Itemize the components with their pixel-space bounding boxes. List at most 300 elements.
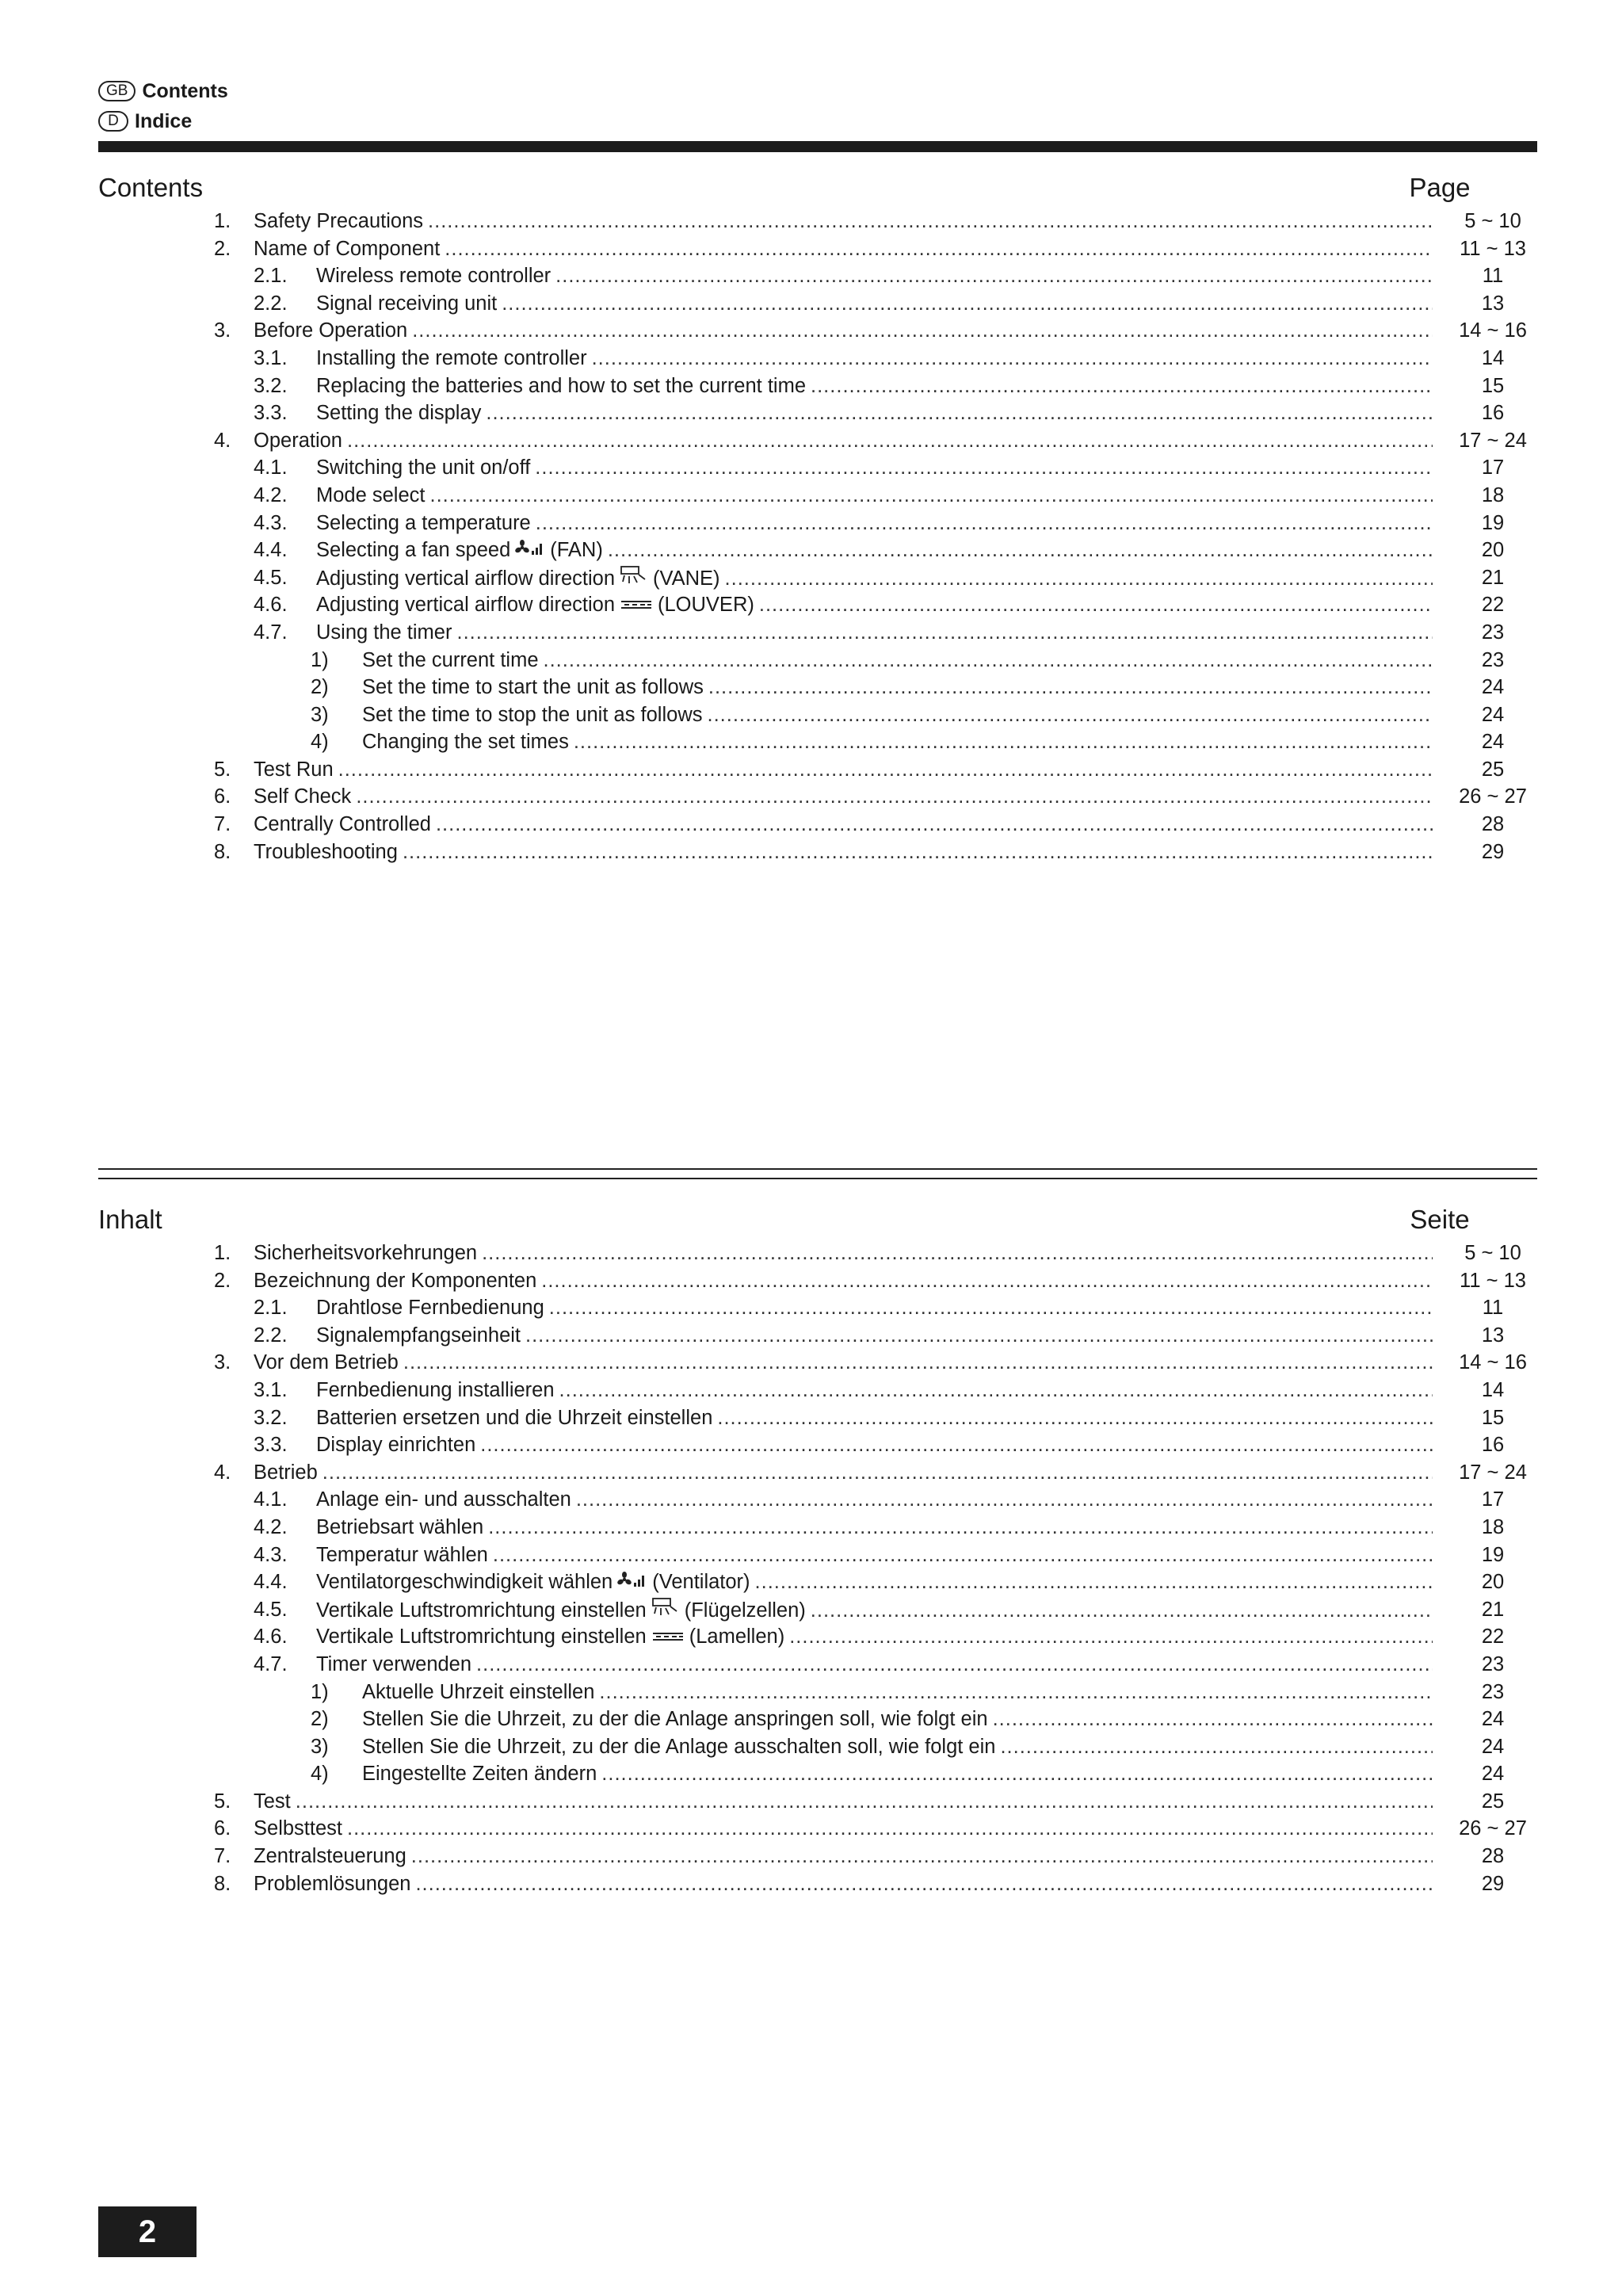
dot-leader	[322, 1459, 1433, 1487]
toc-row	[98, 510, 1505, 537]
toc-title	[362, 1706, 1433, 1733]
dot-leader	[544, 647, 1433, 674]
dot-leader	[502, 290, 1433, 318]
dot-leader	[430, 482, 1433, 510]
toc-page-number: 19	[1481, 511, 1505, 534]
toc-number: 4.	[214, 1461, 231, 1484]
toc-title	[254, 235, 1433, 263]
toc-row	[98, 208, 1521, 235]
toc-row	[98, 1267, 1526, 1295]
toc-label: Adjusting vertical airflow direction	[316, 594, 615, 617]
toc-title	[316, 510, 1433, 537]
dot-leader	[412, 317, 1433, 345]
toc-number: 4.7.	[254, 621, 288, 644]
toc-title	[362, 1679, 1433, 1706]
toc-row	[98, 345, 1505, 372]
toc-page-number: 14	[1481, 1378, 1505, 1401]
toc-row	[98, 1870, 1505, 1898]
toc-row	[98, 1679, 1505, 1706]
toc-number: 5.	[214, 758, 231, 781]
dot-leader	[549, 1294, 1433, 1322]
toc-title	[254, 1267, 1433, 1295]
toc-label: Fernbedienung installieren	[316, 1378, 555, 1401]
toc-row	[98, 290, 1505, 318]
toc-page-number: 21	[1481, 566, 1505, 589]
dot-leader	[482, 1240, 1433, 1267]
toc-title	[362, 674, 1433, 701]
toc-number: 5.	[214, 1790, 231, 1813]
toc-row	[98, 564, 1505, 592]
toc-title	[316, 1486, 1433, 1514]
lang-badge-d: D	[98, 111, 128, 132]
dot-leader	[811, 372, 1433, 400]
toc-number: 4.5.	[254, 566, 288, 589]
toc-label-suffix: (Lamellen)	[689, 1626, 785, 1648]
toc-title	[362, 1733, 1433, 1761]
toc-number: 4.	[214, 429, 231, 452]
toc-title	[316, 1404, 1433, 1432]
toc-number: 2.1.	[254, 1297, 288, 1320]
toc-number: 4)	[311, 1763, 329, 1786]
toc-page-number: 5 ~ 10	[1464, 210, 1521, 232]
toc-row	[98, 1706, 1505, 1733]
toc-number: 4.1.	[254, 457, 288, 479]
page-column-label: Page	[1409, 173, 1471, 202]
toc-label-suffix: (Ventilator)	[652, 1571, 750, 1594]
dot-leader	[592, 345, 1433, 372]
dot-leader	[536, 510, 1433, 537]
toc-page-number: 11 ~ 13	[1460, 1269, 1526, 1292]
toc-label: Replacing the batteries and how to set the current time	[316, 374, 807, 397]
toc-number: 4)	[311, 731, 329, 754]
toc-number: 1)	[311, 1680, 329, 1703]
toc-page-number: 23	[1481, 1680, 1505, 1703]
toc-number: 1.	[214, 1242, 231, 1264]
section-header	[98, 1205, 1470, 1240]
toc-page-number: 24	[1481, 676, 1505, 699]
dot-leader	[811, 1597, 1433, 1625]
toc-title	[362, 701, 1433, 729]
toc-number: 4.6.	[254, 594, 288, 617]
toc-label-suffix: (LOUVER)	[658, 594, 754, 617]
toc-row	[98, 482, 1505, 510]
toc-title	[254, 811, 1433, 839]
toc-row	[98, 647, 1505, 674]
dot-leader	[525, 1322, 1433, 1350]
dot-leader	[717, 1404, 1433, 1432]
toc-title	[316, 454, 1433, 482]
toc-title	[316, 345, 1433, 372]
toc-page-number: 15	[1481, 374, 1505, 397]
toc-label: Vertikale Luftstromrichtung einstellen	[316, 1626, 647, 1648]
toc-label: Problemlösungen	[254, 1872, 411, 1895]
vane-icon	[620, 564, 648, 593]
toc-row	[98, 399, 1505, 427]
toc-page-number: 5 ~ 10	[1464, 1242, 1521, 1264]
dot-leader	[574, 728, 1433, 756]
toc-page-number: 24	[1481, 1763, 1505, 1786]
dot-leader	[296, 1788, 1433, 1816]
toc-label: Signal receiving unit	[316, 292, 498, 315]
toc-page-number: 26 ~ 27	[1459, 785, 1527, 808]
toc-number: 3.3.	[254, 402, 288, 425]
top-divider	[98, 141, 1537, 152]
dot-leader	[456, 619, 1433, 647]
toc-number: 1)	[311, 648, 329, 671]
toc-number: 4.4.	[254, 1571, 288, 1594]
toc-page-number: 18	[1481, 483, 1505, 506]
toc-number: 4.3.	[254, 511, 288, 534]
toc-title	[316, 482, 1433, 510]
dot-leader	[1000, 1733, 1433, 1761]
toc-label: Drahtlose Fernbedienung	[316, 1297, 544, 1320]
toc-label: Safety Precautions	[254, 210, 424, 232]
toc-title	[254, 1815, 1433, 1843]
toc-row	[98, 783, 1527, 811]
dot-leader	[725, 565, 1433, 593]
toc-number: 3.2.	[254, 1406, 288, 1429]
toc-number: 6.	[214, 1817, 231, 1840]
toc-number: 2.2.	[254, 1324, 288, 1347]
toc-row	[98, 674, 1505, 701]
toc-number: 3.3.	[254, 1434, 288, 1457]
toc-row	[98, 1568, 1505, 1596]
section-header	[98, 173, 1471, 208]
toc-page-number: 16	[1481, 1434, 1505, 1457]
toc-row	[98, 701, 1505, 729]
toc-number: 8.	[214, 840, 231, 863]
toc-row	[98, 262, 1504, 290]
toc-title	[316, 1294, 1433, 1322]
louver-icon	[620, 591, 653, 619]
toc-label: Stellen Sie die Uhrzeit, zu der die Anlage anspringen soll, wie folgt ein	[362, 1708, 988, 1731]
toc-label: Changing the set times	[362, 731, 569, 754]
toc-label: Signalempfangseinheit	[316, 1324, 521, 1347]
fan-icon	[515, 537, 545, 564]
toc-number: 6.	[214, 785, 231, 808]
toc-row	[98, 1733, 1505, 1761]
dot-leader	[445, 235, 1433, 263]
toc-row	[98, 591, 1505, 619]
toc-row	[98, 454, 1505, 482]
dot-leader	[608, 537, 1433, 564]
toc-row	[98, 235, 1526, 263]
toc-page-number: 29	[1481, 840, 1505, 863]
dot-leader	[576, 1486, 1433, 1514]
toc-label: Vertikale Luftstromrichtung einstellen	[316, 1599, 647, 1622]
toc-number: 2.1.	[254, 265, 288, 288]
lang-title-d: Indice	[135, 109, 193, 132]
toc-row	[98, 427, 1527, 455]
section-divider	[98, 1168, 1537, 1179]
toc-number: 3.1.	[254, 346, 288, 369]
toc-page-number: 28	[1481, 1845, 1505, 1868]
toc-row	[98, 1404, 1505, 1432]
toc-number: 4.1.	[254, 1488, 288, 1511]
toc-number: 4.7.	[254, 1652, 288, 1675]
toc-row	[98, 1596, 1505, 1624]
toc-number: 2.2.	[254, 292, 288, 315]
toc-page-number: 14	[1481, 346, 1505, 369]
toc-title	[254, 756, 1433, 784]
toc-row	[98, 1788, 1505, 1816]
toc-label: Test	[254, 1790, 291, 1813]
dot-leader	[428, 208, 1433, 235]
toc-label: Vor dem Betrieb	[254, 1351, 399, 1374]
toc-number: 3.	[214, 1351, 231, 1374]
toc-row	[98, 1843, 1505, 1870]
toc-row	[98, 756, 1505, 784]
toc-title	[254, 783, 1433, 811]
section-title: Contents	[98, 173, 204, 202]
toc-page-number: 28	[1481, 813, 1505, 836]
toc-number: 8.	[214, 1872, 231, 1895]
toc-title	[316, 1322, 1433, 1350]
toc-list-english	[98, 208, 1527, 865]
toc-label-suffix: (FAN)	[550, 539, 603, 562]
toc-page-number: 11	[1482, 265, 1504, 288]
dot-leader	[707, 701, 1433, 729]
toc-label: Selbsttest	[254, 1817, 342, 1840]
toc-row	[98, 537, 1505, 564]
toc-label: Self Check	[254, 785, 352, 808]
toc-row	[98, 839, 1505, 866]
toc-number: 3)	[311, 1735, 329, 1758]
toc-page-number: 18	[1481, 1515, 1505, 1538]
toc-label-suffix: (VANE)	[653, 567, 720, 590]
toc-label: Stellen Sie die Uhrzeit, zu der die Anlage ausschalten soll, wie folgt ein	[362, 1735, 996, 1758]
toc-title	[316, 1623, 1433, 1651]
toc-label: Timer verwenden	[316, 1652, 472, 1675]
toc-title	[316, 1541, 1433, 1569]
toc-page-number: 11	[1482, 1297, 1504, 1320]
toc-label: Troubleshooting	[254, 840, 398, 863]
toc-title	[316, 564, 1433, 593]
toc-title	[362, 647, 1433, 674]
toc-page-number: 21	[1481, 1598, 1505, 1621]
dot-leader	[759, 591, 1433, 619]
toc-number: 4.5.	[254, 1598, 288, 1621]
toc-page-number: 22	[1481, 594, 1505, 617]
toc-title	[254, 1240, 1433, 1267]
dot-leader	[555, 262, 1433, 290]
toc-title	[316, 1568, 1433, 1596]
dot-leader	[411, 1843, 1433, 1870]
dot-leader	[476, 1651, 1433, 1679]
toc-title	[316, 1651, 1433, 1679]
toc-row	[98, 811, 1505, 839]
toc-label: Before Operation	[254, 319, 408, 342]
dot-leader	[338, 756, 1433, 784]
toc-label: Setting the display	[316, 402, 482, 425]
toc-number: 4.6.	[254, 1626, 288, 1648]
toc-page-number: 20	[1481, 539, 1505, 562]
toc-row	[98, 1431, 1505, 1459]
dot-leader	[535, 454, 1433, 482]
toc-label: Set the current time	[362, 648, 539, 671]
dot-leader	[356, 783, 1433, 811]
lang-row-gb	[98, 76, 228, 106]
toc-title	[316, 537, 1433, 564]
dot-leader	[789, 1623, 1433, 1651]
toc-title	[316, 1431, 1433, 1459]
toc-row	[98, 1377, 1505, 1404]
page-number: 2	[98, 2206, 197, 2257]
toc-page-number: 23	[1481, 1652, 1505, 1675]
dot-leader	[347, 427, 1433, 455]
toc-title	[316, 290, 1433, 318]
toc-label: Anlage ein- und ausschalten	[316, 1488, 571, 1511]
toc-label: Betrieb	[254, 1461, 318, 1484]
toc-number: 3.1.	[254, 1378, 288, 1401]
toc-number: 2.	[214, 1269, 231, 1292]
section-title: Inhalt	[98, 1205, 162, 1234]
toc-page-number: 17 ~ 24	[1459, 429, 1527, 452]
toc-label: Adjusting vertical airflow direction	[316, 567, 615, 590]
toc-page-number: 17	[1481, 457, 1505, 479]
toc-row	[98, 1459, 1527, 1487]
lang-row-d	[98, 106, 228, 136]
toc-row	[98, 1486, 1505, 1514]
dot-leader	[403, 1349, 1433, 1377]
dot-leader	[541, 1267, 1433, 1295]
lang-title-gb: Contents	[142, 79, 228, 102]
toc-row	[98, 372, 1505, 400]
toc-number: 3.	[214, 319, 231, 342]
dot-leader	[480, 1431, 1433, 1459]
toc-number: 4.3.	[254, 1543, 288, 1566]
toc-number: 2)	[311, 1708, 329, 1731]
toc-page-number: 22	[1481, 1626, 1505, 1648]
toc-title	[316, 1514, 1433, 1541]
toc-page-number: 17 ~ 24	[1459, 1461, 1527, 1484]
toc-label: Using the timer	[316, 621, 452, 644]
toc-row	[98, 1240, 1521, 1267]
toc-label: Centrally Controlled	[254, 813, 431, 836]
toc-row	[98, 1815, 1527, 1843]
dot-leader	[486, 399, 1433, 427]
toc-page-number: 20	[1481, 1571, 1505, 1594]
toc-number: 1.	[214, 210, 231, 232]
toc-row	[98, 1541, 1505, 1569]
toc-label: Batterien ersetzen und die Uhrzeit einstellen	[316, 1406, 713, 1429]
dot-leader	[347, 1815, 1433, 1843]
lang-badge-gb: GB	[98, 81, 135, 101]
toc-label: Display einrichten	[316, 1434, 476, 1457]
toc-label: Set the time to start the unit as follows	[362, 676, 704, 699]
dot-leader	[493, 1541, 1433, 1569]
toc-label: Ventilatorgeschwindigkeit wählen	[316, 1571, 613, 1594]
dot-leader	[708, 674, 1433, 701]
toc-number: 7.	[214, 813, 231, 836]
toc-page-number: 24	[1481, 731, 1505, 754]
toc-number: 4.2.	[254, 483, 288, 506]
toc-label: Temperatur wählen	[316, 1543, 488, 1566]
language-header	[98, 76, 228, 136]
toc-page-number: 24	[1481, 1735, 1505, 1758]
toc-row	[98, 1651, 1505, 1679]
toc-title	[254, 208, 1433, 235]
toc-list-german	[98, 1240, 1527, 1897]
toc-page-number: 29	[1481, 1872, 1505, 1895]
dot-leader	[755, 1568, 1433, 1596]
dot-leader	[415, 1870, 1433, 1898]
toc-title	[316, 591, 1433, 619]
toc-page-number: 17	[1481, 1488, 1505, 1511]
dot-leader	[601, 1760, 1433, 1788]
toc-title	[254, 1349, 1433, 1377]
vane-icon	[651, 1596, 680, 1625]
toc-row	[98, 1623, 1505, 1651]
toc-page-number: 16	[1481, 402, 1505, 425]
toc-page-number: 25	[1481, 758, 1505, 781]
toc-number: 3.2.	[254, 374, 288, 397]
toc-label: Zentralsteuerung	[254, 1845, 406, 1868]
toc-title	[316, 619, 1433, 647]
toc-title	[316, 262, 1433, 290]
toc-title	[362, 1760, 1433, 1788]
toc-label: Name of Component	[254, 237, 441, 260]
toc-page-number: 15	[1481, 1406, 1505, 1429]
toc-label: Sicherheitsvorkehrungen	[254, 1242, 478, 1264]
toc-number: 3)	[311, 703, 329, 726]
toc-row	[98, 1349, 1527, 1377]
toc-label: Set the time to stop the unit as follows	[362, 703, 703, 726]
toc-page-number: 23	[1481, 621, 1505, 644]
toc-label: Selecting a fan speed	[316, 539, 511, 562]
dot-leader	[488, 1514, 1433, 1541]
louver-icon	[651, 1623, 685, 1651]
toc-title	[254, 839, 1433, 866]
toc-row	[98, 728, 1505, 756]
toc-label: Switching the unit on/off	[316, 457, 531, 479]
toc-label: Eingestellte Zeiten ändern	[362, 1763, 597, 1786]
page-column-label: Seite	[1410, 1205, 1470, 1234]
toc-label: Test Run	[254, 758, 334, 781]
toc-label: Wireless remote controller	[316, 265, 551, 288]
toc-page-number: 24	[1481, 703, 1505, 726]
toc-title	[254, 1870, 1433, 1898]
contents-section-english	[98, 173, 1527, 865]
toc-page-number: 19	[1481, 1543, 1505, 1566]
toc-page-number: 25	[1481, 1790, 1505, 1813]
toc-label: Aktuelle Uhrzeit einstellen	[362, 1680, 595, 1703]
toc-title	[316, 1377, 1433, 1404]
toc-row	[98, 1294, 1504, 1322]
toc-label: Selecting a temperature	[316, 511, 531, 534]
toc-title	[316, 372, 1433, 400]
toc-title	[254, 1788, 1433, 1816]
contents-section-german	[98, 1205, 1527, 1897]
toc-number: 7.	[214, 1845, 231, 1868]
toc-label: Installing the remote controller	[316, 346, 587, 369]
toc-label-suffix: (Flügelzellen)	[684, 1599, 806, 1622]
toc-number: 4.4.	[254, 539, 288, 562]
toc-page-number: 13	[1481, 1324, 1505, 1347]
dot-leader	[559, 1377, 1433, 1404]
toc-label: Bezeichnung der Komponenten	[254, 1269, 537, 1292]
toc-title	[254, 1459, 1433, 1487]
toc-title	[362, 728, 1433, 756]
toc-label: Operation	[254, 429, 342, 452]
toc-row	[98, 1322, 1505, 1350]
toc-title	[254, 427, 1433, 455]
toc-row	[98, 1514, 1505, 1541]
toc-row	[98, 317, 1527, 345]
toc-title	[254, 317, 1433, 345]
toc-title	[254, 1843, 1433, 1870]
toc-title	[316, 1596, 1433, 1625]
